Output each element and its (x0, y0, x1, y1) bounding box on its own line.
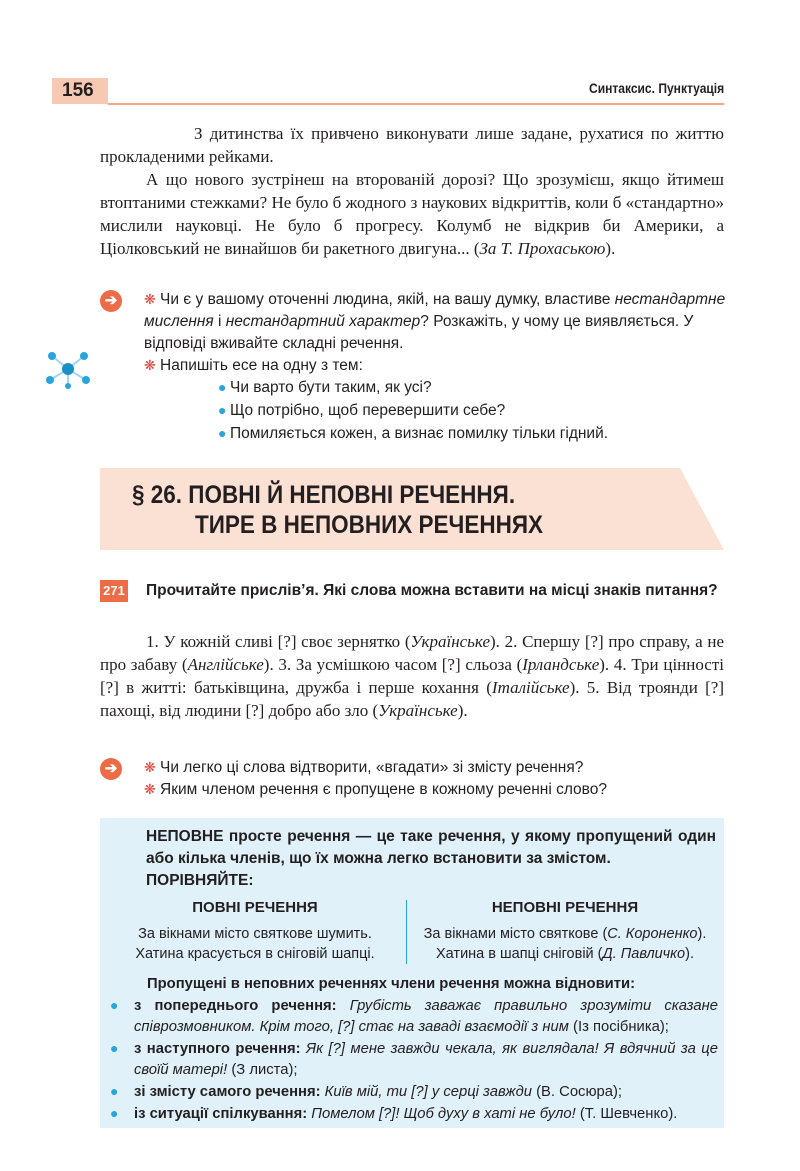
task-1-q2-text: Напишіть есе на одну з тем: (160, 357, 363, 374)
list-item (218, 422, 724, 445)
full-sentences-heading: ПОВНІ РЕЧЕННЯ (192, 899, 318, 916)
restore-item-4-label: із ситуації спілкування: (134, 1106, 308, 1122)
proverb-source: Українське (410, 632, 490, 651)
incomplete-sentences-heading: НЕПОВНІ РЕЧЕННЯ (491, 899, 639, 916)
exercise-task: Прочитайте прислів’я. Які слова можна вставити на місці знаків питання? (146, 582, 718, 599)
bullet-icon: ● (218, 402, 227, 418)
proverb-text: ). (457, 701, 468, 720)
restore-item-1-source: (Із посібника); (573, 1019, 669, 1035)
rule-definition (146, 826, 716, 892)
intro-text-1: З дитинства їх привчено виконувати лише задане, рухатися по життю прокладеними рейками. (100, 124, 724, 166)
exercise-q1-text: Чи легко ці слова відтворити, «вгадати» зі змісту речення? (160, 759, 584, 776)
proverb-text: ). 5. Від троянди [?] пахощі, від людини [?] добро або зло ( (100, 678, 725, 720)
restore-item-3-source: (В. Сосюра); (536, 1084, 623, 1100)
section-title-line-2: ТИРЕ В НЕПОВНИХ РЕЧЕННЯХ (195, 511, 544, 539)
star-icon: ❋ (144, 291, 156, 307)
list-item (110, 1103, 718, 1125)
page-number: 156 (62, 80, 94, 101)
star-icon: ❋ (144, 781, 156, 797)
intro-paragraph-2 (100, 168, 724, 260)
full-sentence-2: Хатина красується в сніговій шапці. (135, 946, 375, 962)
proverb-source: Ірландське (522, 655, 600, 674)
incomplete-sentence-1: За вікнами місто святкове (С. Короненко). (423, 926, 707, 942)
incomplete-sentence-2: Хатина в шапці сніговій (Д. Павличко). (436, 946, 694, 962)
exercise-number: 271 (100, 580, 128, 602)
header-rule (108, 103, 724, 105)
essay-topic-3: Помиляється кожен, а визнає помилку тільки гідний. (230, 425, 609, 442)
running-title: Синтаксис. Пунктуація (588, 80, 724, 96)
incomplete-sentence-1-source: С. Короненко (607, 926, 698, 942)
bullet-icon: ● (110, 1105, 119, 1121)
restore-heading: Пропущені в неповних реченнях члени речення можна відновити: (147, 976, 636, 992)
restore-item-2-text: Як [?] мене завжди чекала, як виглядала! Я вдячний за це своїй матері! (134, 1041, 718, 1078)
restore-item-3-label: зі змісту самого речення: (134, 1084, 321, 1100)
restore-item-4-text: Помелом [?]! Щоб духу в хаті не було! (311, 1106, 576, 1122)
proverb-text: ). 4. Три цінності [?] в житті: батьківщина, дружба і перше кохання ( (100, 655, 724, 697)
list-item (110, 1081, 718, 1103)
list-item (218, 376, 724, 399)
full-sentences-column (110, 898, 400, 964)
task-1-q1-text: Чи є у вашому оточенні людина, якій, на вашу думку, властиве (160, 291, 615, 308)
task-1-q1-text-2: і (213, 313, 226, 330)
proverb-source: Українське (378, 701, 458, 720)
exercise-q2-text: Яким членом речення є пропущене в кожному реченні слово? (160, 781, 607, 798)
task-1-q1-text-3: ? Розкажіть, у чому це виявляється. У відповіді вживайте складні речення. (144, 313, 694, 352)
proverb-text: ). 2. Спершу [?] про справу, а не про забаву ( (100, 632, 724, 674)
incomplete-sentence-2-text: Хатина в шапці сніговій ( (436, 946, 603, 962)
restore-item-4-source: (Т. Шевченко). (579, 1106, 678, 1122)
list-item (110, 995, 718, 1038)
incomplete-sentences-column (414, 898, 716, 964)
task-arrow-icon: ➔ (100, 758, 122, 780)
section-title (132, 480, 543, 540)
intro-paragraph-1 (100, 122, 724, 168)
proverb-text: ). 3. За усмішкою часом [?] сльоза ( (263, 655, 523, 674)
incomplete-sentence-2-source: Д. Павличко (602, 946, 686, 962)
list-item (110, 1038, 718, 1081)
page-header (52, 72, 724, 104)
restore-item-3-text: Київ мій, ти [?] у серці завжди (324, 1084, 532, 1100)
bullet-icon: ● (110, 997, 119, 1013)
column-divider (406, 900, 407, 964)
exercise-question-1 (144, 756, 726, 779)
section-number: § 26. (132, 481, 183, 509)
exercise-question-2 (144, 778, 726, 801)
proverb-source: Італійське (491, 678, 570, 697)
restore-item-1-label: з попереднього речення: (134, 998, 337, 1014)
star-icon: ❋ (144, 357, 156, 373)
full-sentence-1: За вікнами місто святкове шумить. (138, 926, 372, 942)
essay-topic-2: Що потрібно, щоб перевершити себе? (230, 402, 506, 419)
essay-topics-list (218, 376, 724, 445)
rule-definition-text: НЕПОВНЕ просте речення — це таке речення, у якому пропущений один або кілька членів, що їх можна легко встановити за змістом. (146, 828, 716, 867)
restore-item-1-text: Грубість заважає правильно зрозуміти сказане співрозмовником. Крім того, [?] стає на заваді взаємодії з ним (134, 998, 718, 1035)
bullet-icon: ● (110, 1083, 119, 1099)
restore-item-2-source: (З листа); (231, 1062, 298, 1078)
rule-box (100, 818, 724, 1128)
proverb-text: 1. У кожній сливі [?] своє зернятко ( (146, 632, 411, 651)
star-icon: ❋ (144, 759, 156, 775)
task-1-question-1 (144, 288, 726, 355)
task-1-q1-term-2: нестандартний характер (225, 313, 421, 330)
intro-text-2-end: ). (605, 239, 616, 258)
molecule-icon (40, 350, 90, 390)
essay-topic-1: Чи варто бути таким, як усі? (230, 379, 432, 396)
bullet-icon: ● (218, 425, 227, 441)
intro-text-2: А що нового зустрінеш на второваній дорозі? Що зрозумієш, якщо йтимеш втоптаними стежками? Не було б жодного з наукових відкриттів, коли б «стандартно» мислили науковці. Не було б прогресу. Колумб не відкрив би Америки, а Ціолковський не винайшов би ракетного двигуна... ( (100, 170, 724, 258)
task-arrow-icon: ➔ (100, 290, 122, 312)
section-banner (100, 468, 724, 550)
compare-label: ПОРІВНЯЙТЕ: (146, 872, 254, 889)
bullet-icon: ● (218, 379, 227, 395)
incomplete-sentence-1-text: За вікнами місто святкове ( (423, 926, 608, 942)
exercise-text (100, 630, 724, 722)
list-item (218, 399, 724, 422)
bullet-icon: ● (110, 1040, 119, 1056)
proverb-source: Англійське (187, 655, 264, 674)
task-1-question-2 (144, 354, 726, 377)
task-1-q1-term-1: нестандартне мислення (144, 291, 726, 330)
restore-methods (110, 974, 718, 1125)
section-title-line-1: ПОВНІ Й НЕПОВНІ РЕЧЕННЯ. (188, 481, 516, 509)
intro-source: За Т. Прохаською (479, 239, 606, 258)
restore-item-2-label: з наступного речення: (134, 1041, 301, 1057)
